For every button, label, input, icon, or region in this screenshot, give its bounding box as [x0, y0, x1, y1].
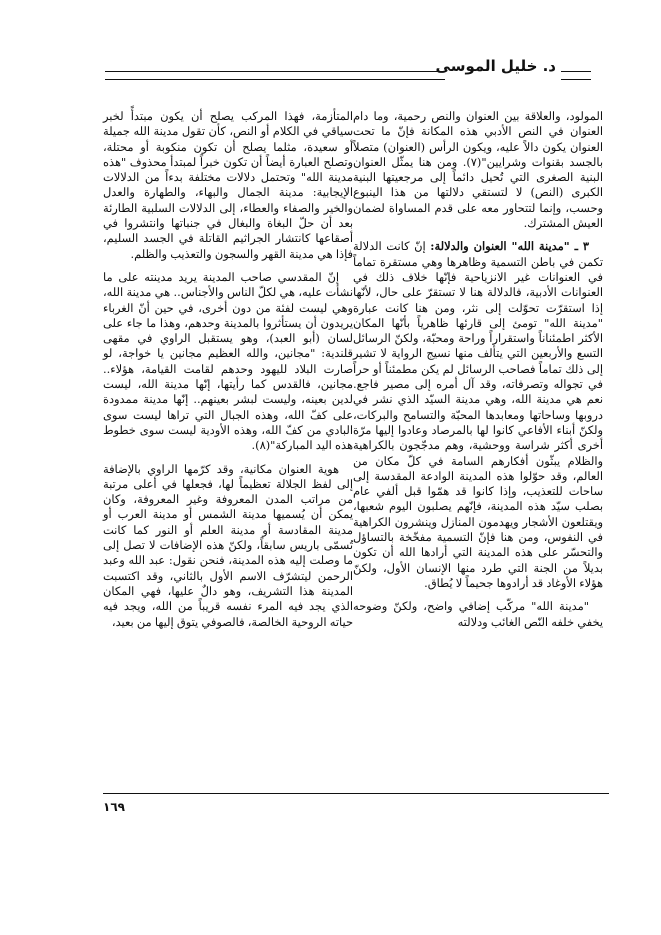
section-body: إنّ كانت الدلالة تكمن في باطن التسمية وظاهرها وهي مستقرة تماماً في العنوانات غير الانزياحية فإنّها خلاف ذلك في العنوانات الأدبية، فالدلالة هنا لا تستقرّ على حال، لأنّها إذا استقرّت تحوّلت إلى نثر، ومن هنا كانت عبارة "مدينة الله" تومئ إلى قارئها ظاهرياً بأنّها المكان الأكثر اطمئناناً واستقراراً وراحة ومحبّة، ولكنّ الرسائل التسع والأربعين التي يتألف منها نسيج الرواية لا تشير إلى ذلك تماماً فصاحب الرسائل لم يكن مطمئناً أو حراً في تجواله وتصرفاته، وقد آل أمره إلى مصير فاجع. نعم هي مدينة الله، وهي مدينة السيّد الذي نشر في دروبها وساحاتها ومعابدها المحبّة والتسامح والبركات، ولكنّ أبناء الأفاعي كانوا لها بالمرصاد وعادوا إليها مرّة أخرى أكثر شراسة ووحشية، وهم مدجّجون بالكراهية والظلام يبثّون أفكارهم السامة في كلّ مكان من العالم، وقد حوّلوا هذه المدينة الوادعة المقدسة إلى ساحات للتعذيب، وإذا كانوا قد همّوا قبل ألفي عام بصلب سيّد هذه المدينة، فإنّهم يصلبون اليوم شعبها، ويقتلعون الأشجار ويهدمون المنازل وينشرون الكراهية في النفوس، ومن هنا فإنّ التسمية مفخّخة بالتساؤل والتحسّر على هذه المدينة التي أرادها الله أن تكون بديلاً من الجنة التي طرد منها الإنسان الأول، ولكنّ هؤلاء الأوغاد قد أرادوها جحيماً لا يُطاق.: [353, 239, 603, 590]
paragraph: "مدينة الله" مركّب إضافي واضح، ولكنّ وضوحه يخفي خلفه النّص الغائب ودلالته: [353, 599, 603, 629]
section-paragraph: [353, 239, 603, 591]
section-heading: ٣ ـ "مدينة الله" العنوان والدلالة:: [430, 239, 589, 254]
header-rule-right-bottom: [561, 79, 591, 80]
header-rule-bottom: [105, 79, 445, 80]
footer-rule: [103, 793, 609, 794]
paragraph: إنّ المقدسي صاحب المدينة يريد مدينته على ما نشأت عليه، هي لكلّ الناس والأجناس.. هي مدينة الله، وهي ليست لفئة من دون أخرى، في حين أنّ الغرباء يريدون أن يستأثروا بالمدينة وحدهم، وهذا ما جاء على لسان (أبو العبد)، وهو يستقبل الراوي في مقهى قلندية: "مجانين، والله العظيم مجانين يا خواجة، لو صارت البلاد لليهود وحدهم لقامت القيامة، هؤلاء.. مجانين، فالقدس كما رأيتها، إنّها مدينة الله، ليست لدين بعينه، وليست لبشر بعينهم.. إنّها مدينة ممدودة على كفّ الله، وهذه الجبال التي تراها ليست سوى البادي من كفّ الله، وهذه الأودية ليست سوى خطوط هذه اليد المباركة"(٨).: [103, 269, 353, 453]
paragraph: المتأزمة، فهذا المركب يصلح أن يكون مبتدأً لخبر سياقي في الكلام أو النص، كأن تقول مدينة الله جميلة أو سعيدة، مثلما يصلح أن تكون منكوبة أو محتلة، وتصلح العبارة أيضاً أن تكون خبراً لمبتدأ محذوف "هذه مدينة الله" وتحتمل دلالات مختلفة بدءاً من الدلالات الإيجابية: مدينة الجمال والبهاء، والطهارة والعدل والخير والصفاء والعطاء، إلى الدلالات السلبية الطارئة بعد أن حلّ البغاة والبغال في جنباتها وانتشروا في أصقاعها كانتشار الجراثيم القاتلة في الجسد السليم، فإذا هي مدينة القهر والسجون والتعذيب والظلم.: [103, 109, 353, 261]
paragraph: هوية العنوان مكانية، وقد كرّمها الراوي بالإضافة إلى لفظ الجلالة تعظيماً لها، فجعلها في أعلى مرتبة من مراتب المدن المعروفة وغير المعروفة، وكان يمكن أن يُسميها مدينة الشمس أو مدينة العرب أو مدينة المقادسة أو مدينة العلم أو النور كما كانت تُسمّى باريس سابقاً، ولكنّ هذه الإضافات لا تصل إلى ما وصلت إليه هذه المدينة، فنحن نقول: عبد الله وعبد الرحمن ليتشرّف الاسم الأول بالثاني، وقد اكتسبت المدينة هذا التشريف، وهو دالٌ عليها، فهي المكان الذي يجد فيه المرء نفسه قريباً من الله، ويجد فيه حياته الروحية الخالصة، فالصوفي يتوق إليها من بعيد،: [103, 461, 353, 629]
running-header-author: د. خليل الموسى: [435, 57, 556, 75]
page-number: ١٦٩: [103, 800, 125, 814]
header-rule-right-top: [561, 71, 591, 72]
header-rule-top: [105, 71, 445, 72]
right-text-column: [353, 109, 603, 638]
paragraph: المولود، والعلاقة بين العنوان والنص رحمية، وما دام العنوان في النص الأدبي هذه المكانة فإنّ ما تحت العنوان يكون دالاً عليه، ويكون الرأس (العنوان) متصلاً بالجسد بقنوات وشرايين"(٧). ومن هنا يمثّل العنوان البنية الصغرى التي تُحيل دائماً إلى مرجعيتها البنية الكبرى (النص) لا لتستقي دلالتها من هذا الينبوع وحسب، وإنما لتتحاور معه على قدم المساواة لضمان العيش المشترك.: [353, 109, 603, 231]
left-text-column: [103, 109, 353, 638]
